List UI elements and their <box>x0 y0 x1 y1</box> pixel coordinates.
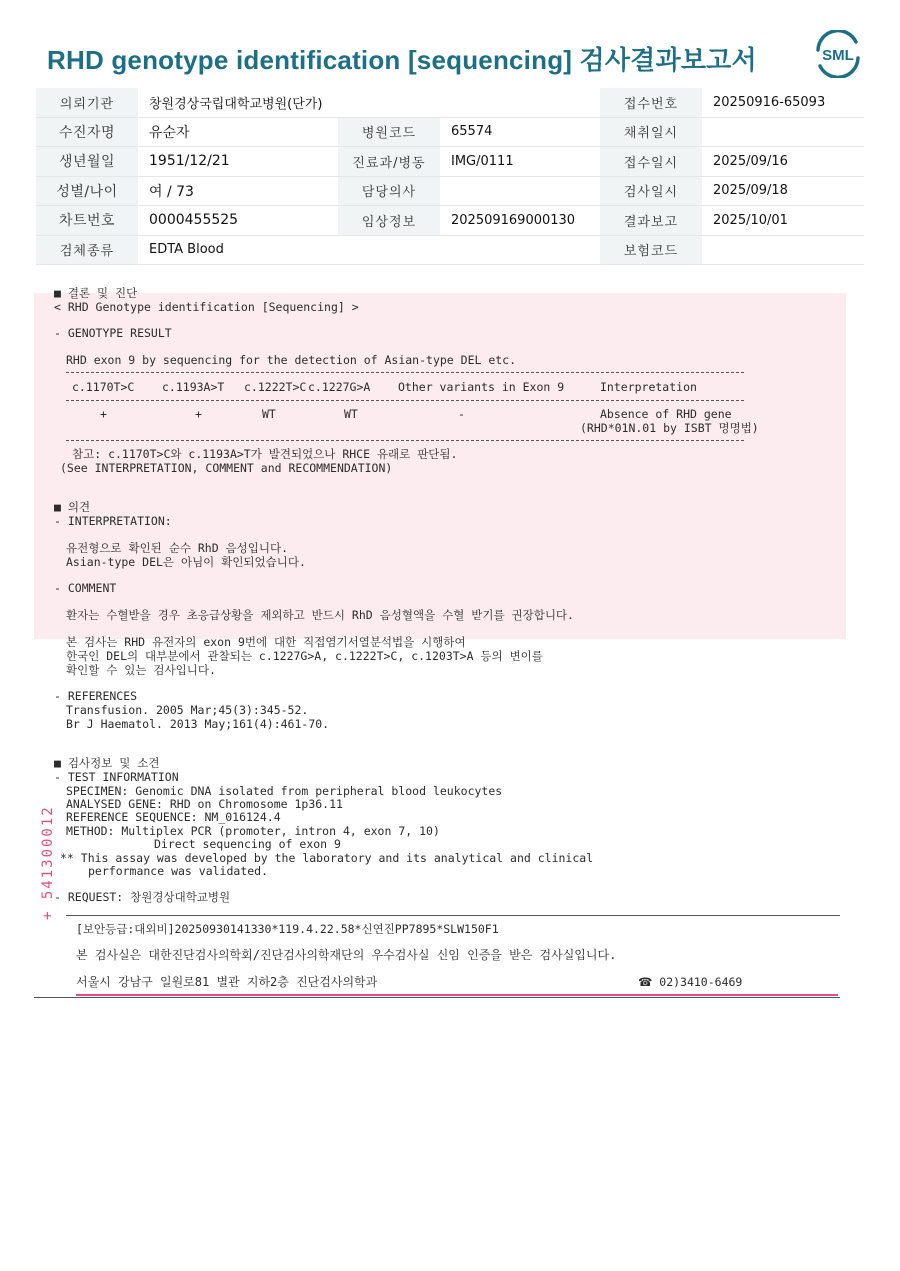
value-receipt-number: 20250916-65093 <box>702 88 864 117</box>
label-collection-date: 채취일시 <box>600 117 702 147</box>
phone-line <box>638 975 742 989</box>
security-line: [보안등급:대외비]20250930141330*119.4.22.58*신연진PP7895*SLW150F1 <box>76 922 499 936</box>
divider <box>66 440 744 441</box>
reference-2: Br J Haematol. 2013 May;161(4):461-70. <box>66 717 330 731</box>
value-specimen-type: EDTA Blood <box>138 235 600 265</box>
label-requesting-institution: 의뢰기관 <box>36 88 138 117</box>
certification-line: 본 검사실은 대한진단검사의학회/진단검사의학재단의 우수검사실 신임 인증을 받은 검사실입니다. <box>76 948 617 962</box>
divider <box>66 400 744 401</box>
result-2: + <box>195 407 202 421</box>
section-conclusion-subtitle: < RHD Genotype identification [Sequencing] > <box>54 300 359 314</box>
result-interpretation: Absence of RHD gene <box>600 407 732 421</box>
footer-pink-line <box>76 994 838 996</box>
result-4: WT <box>344 407 358 421</box>
test-information-heading: - TEST INFORMATION <box>54 770 179 784</box>
label-specimen-type: 검체종류 <box>36 235 138 265</box>
address-line: 서울시 강남구 일원로81 별관 지하2층 진단검사의학과 <box>76 975 378 989</box>
comment-line-4: 확인할 수 있는 검사입니다. <box>66 663 216 677</box>
reference-1: Transfusion. 2005 Mar;45(3):345-52. <box>66 703 309 717</box>
value-hospital-code: 65574 <box>440 117 600 147</box>
logo-text: SML <box>822 47 854 64</box>
column-header-5: Other variants in Exon 9 <box>398 380 565 394</box>
label-test-date: 검사일시 <box>600 176 702 206</box>
result-3: WT <box>262 407 276 421</box>
value-department: IMG/0111 <box>440 147 600 177</box>
label-patient-name: 수진자명 <box>36 117 138 147</box>
value-test-date: 2025/09/18 <box>702 176 864 206</box>
comment-line-1: 환자는 수혈받을 경우 초응급상황을 제외하고 반드시 RhD 음성혈액을 수혈 받기를 권장합니다. <box>66 608 574 622</box>
label-doctor: 담당의사 <box>338 176 440 206</box>
comment-line-2: 본 검사는 RHD 유전자의 exon 9번에 대한 직접염기서열분석법을 시행하여 <box>66 635 466 649</box>
section-opinion-heading: ■ 의견 <box>54 500 91 514</box>
label-hospital-code: 병원코드 <box>338 117 440 147</box>
label-sex-age: 성별/나이 <box>36 176 138 206</box>
phone-number: 02)3410-6469 <box>659 975 743 989</box>
label-receipt-date: 접수일시 <box>600 147 702 177</box>
genotype-result-heading: - GENOTYPE RESULT <box>54 326 172 340</box>
value-chart-number: 0000455525 <box>138 206 338 236</box>
label-clinical-info: 임상정보 <box>338 206 440 236</box>
test-info-specimen: SPECIMEN: Genomic DNA isolated from peripheral blood leukocytes <box>66 784 503 798</box>
report-title: RHD genotype identification [sequencing] 검사결과보고서 <box>47 45 757 75</box>
value-requesting-institution: 창원경상국립대학교병원(단가) <box>138 88 600 117</box>
column-header-6: Interpretation <box>600 380 697 394</box>
column-header-1: c.1170T>C <box>72 380 135 394</box>
test-info-method: METHOD: Multiplex PCR (promoter, intron 4, exon 7, 10) <box>66 824 440 838</box>
value-patient-name: 유순자 <box>138 117 338 147</box>
genotype-description: RHD exon 9 by sequencing for the detection of Asian-type DEL etc. <box>66 353 517 367</box>
footer-bottom-line <box>34 997 840 998</box>
label-report-date: 결과보고 <box>600 206 702 236</box>
interpretation-line-1: 유전형으로 확인된 순수 RhD 음성입니다. <box>66 541 289 555</box>
column-header-3: c.1222T>C <box>244 380 307 394</box>
comment-heading: - COMMENT <box>54 581 117 595</box>
note-see-also: (See INTERPRETATION, COMMENT and RECOMMENDATION) <box>60 461 393 475</box>
label-department: 진료과/병동 <box>338 147 440 177</box>
value-birth-date: 1951/12/21 <box>138 147 338 177</box>
vertical-stamp: + 541300012 <box>40 805 56 920</box>
label-birth-date: 생년월일 <box>36 147 138 177</box>
column-header-4: c.1227G>A <box>308 380 371 394</box>
footer-divider <box>66 915 840 916</box>
note-text: 참고: c.1170T>C와 c.1193A>T가 발견되었으나 RHCE 유래로 판단됨. <box>72 447 458 461</box>
result-5: - <box>458 407 465 421</box>
label-insurance-code: 보험코드 <box>600 235 702 265</box>
section-conclusion-heading: ■ 결론 및 진단 <box>54 286 138 300</box>
test-info-note-2: performance was validated. <box>88 864 269 878</box>
test-info-method-2: Direct sequencing of exon 9 <box>154 837 341 851</box>
phone-icon: ☎ <box>638 975 653 989</box>
divider <box>66 372 744 373</box>
interpretation-line-2: Asian-type DEL은 아님이 확인되었습니다. <box>66 555 306 569</box>
value-receipt-date: 2025/09/16 <box>702 147 864 177</box>
value-report-date: 2025/10/01 <box>702 206 864 236</box>
interpretation-heading: - INTERPRETATION: <box>54 514 172 528</box>
label-receipt-number: 접수번호 <box>600 88 702 117</box>
request-line: - REQUEST: 창원경상대학교병원 <box>54 890 231 904</box>
test-info-note: ** This assay was developed by the laboratory and its analytical and clinical <box>60 851 594 865</box>
value-clinical-info: 202509169000130 <box>440 206 600 236</box>
column-header-2: c.1193A>T <box>162 380 225 394</box>
references-heading: - REFERENCES <box>54 689 138 703</box>
comment-line-3: 한국인 DEL의 대부분에서 관찰되는 c.1227G>A, c.1222T>C, c.1203T>A 등의 변이를 <box>66 649 543 663</box>
result-1: + <box>100 407 107 421</box>
test-info-gene: ANALYSED GENE: RHD on Chromosome 1p36.11 <box>66 797 343 811</box>
test-info-reference: REFERENCE SEQUENCE: NM_016124.4 <box>66 810 281 824</box>
result-interpretation-isbt: (RHD*01N.01 by ISBT 명명법) <box>580 421 759 435</box>
section-test-info-heading: ■ 검사정보 및 소견 <box>54 756 160 770</box>
label-chart-number: 차트번호 <box>36 206 138 236</box>
value-sex-age: 여 / 73 <box>138 176 338 206</box>
